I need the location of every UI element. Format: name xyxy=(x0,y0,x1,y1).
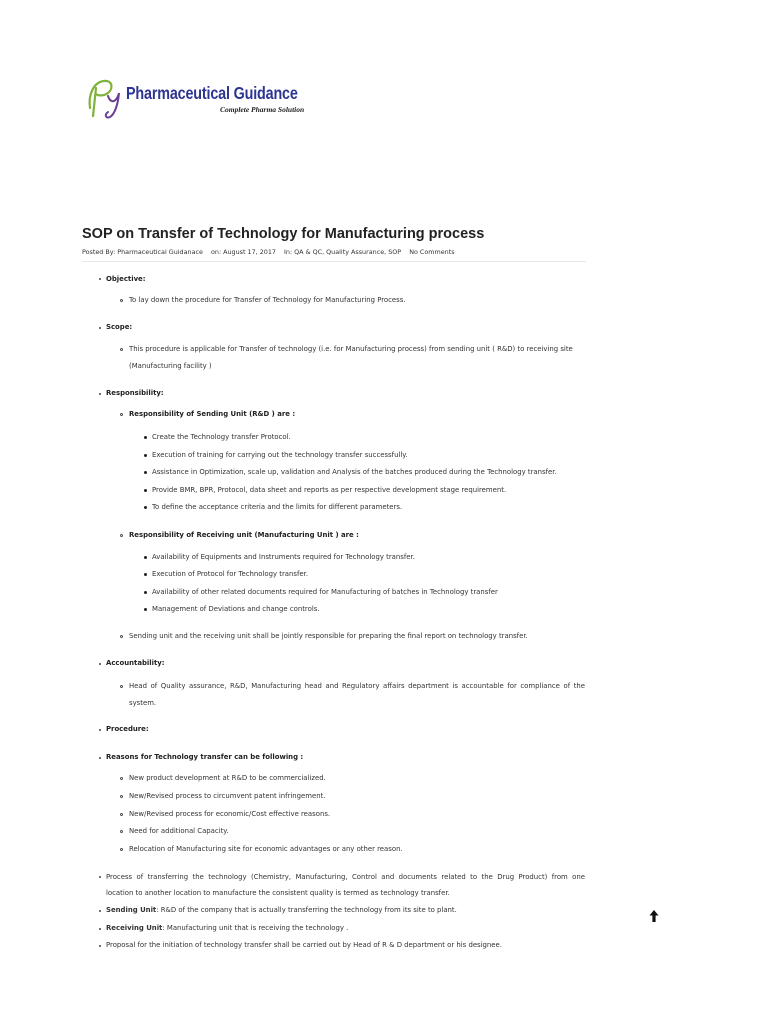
accountability-text-line1: Head of Quality assurance, R&D, Manufacturing head and Regulatory affairs department is accountable for compliance of the xyxy=(129,682,585,690)
proposal-text: Proposal for the initiation of technology transfer shall be carried out by Head of R & D department or his designee. xyxy=(106,941,502,949)
bullet-circle xyxy=(120,848,123,851)
bullet-circle xyxy=(120,813,123,816)
bullet-disc xyxy=(144,506,147,509)
bullet-circle xyxy=(120,348,123,351)
bullet-disc xyxy=(144,454,147,457)
bullet-circle xyxy=(120,777,123,780)
sending-unit-term: Sending Unit xyxy=(106,906,157,914)
bullet-circle xyxy=(120,413,123,416)
bullet-circle xyxy=(120,534,123,537)
scope-text-line1: This procedure is applicable for Transfer of technology (i.e. for Manufacturing process) from sending unit ( R&D) to receiving site xyxy=(129,345,573,353)
bullet-dot xyxy=(99,928,101,930)
bullet-dot xyxy=(99,663,101,665)
sending-unit-text: : R&D of the company that is actually transferring the technology from its site to plant. xyxy=(156,906,457,914)
post-categories[interactable]: In: QA & QC, Quality Assurance, SOP xyxy=(284,248,402,256)
list-item: Execution of Protocol for Technology transfer. xyxy=(152,570,309,578)
process-text-line2: location to another location to manufacture the consistent quality is termed as technology transfer. xyxy=(106,889,450,897)
joint-responsibility-text: Sending unit and the receiving unit shall be jointly responsible for preparing the final report on technology transfer. xyxy=(129,632,528,640)
scope-text-line2: (Manufacturing facility ) xyxy=(129,362,212,370)
list-item: Assistance in Optimization, scale up, validation and Analysis of the batches produced during the Technology transfer. xyxy=(152,468,557,476)
list-item: New/Revised process for economic/Cost effective reasons. xyxy=(129,810,331,818)
list-item: Relocation of Manufacturing site for economic advantages or any other reason. xyxy=(129,845,403,853)
list-item: Create the Technology transfer Protocol. xyxy=(152,433,291,441)
post-comments-link[interactable]: No Comments xyxy=(409,248,455,256)
receiving-unit-definition xyxy=(106,924,348,933)
list-item: Availability of other related documents required for Manufacturing of batches in Technology transfer xyxy=(152,588,498,596)
list-item: Provide BMR, BPR, Protocol, data sheet and reports as per respective development stage requirement. xyxy=(152,486,507,494)
process-text-line1: Process of transferring the technology (Chemistry, Manufacturing, Control and documents related to the Drug Product) from one xyxy=(106,873,585,881)
reasons-label: Reasons for Technology transfer can be following : xyxy=(106,753,304,761)
accountability-text-line2: system. xyxy=(129,699,157,707)
list-item: Execution of training for carrying out the technology transfer successfully. xyxy=(152,451,408,459)
post-date: on: August 17, 2017 xyxy=(210,248,276,256)
bullet-disc xyxy=(144,489,147,492)
bullet-circle xyxy=(120,795,123,798)
bullet-dot xyxy=(99,910,101,912)
bullet-disc xyxy=(144,608,147,611)
list-item: Management of Deviations and change controls. xyxy=(152,605,320,613)
objective-text: To lay down the procedure for Transfer of Technology for Manufacturing Process. xyxy=(129,296,406,304)
bullet-circle xyxy=(120,635,123,638)
objective-label: Objective: xyxy=(106,275,146,283)
bullet-disc xyxy=(144,471,147,474)
arrow-up-icon[interactable] xyxy=(649,909,659,923)
sending-unit-definition xyxy=(106,906,457,915)
list-item: Need for additional Capacity. xyxy=(129,827,229,835)
bullet-disc xyxy=(144,573,147,576)
bullet-dot xyxy=(99,729,101,731)
bullet-dot xyxy=(99,945,101,947)
bullet-dot xyxy=(99,278,101,280)
bullet-disc xyxy=(144,556,147,559)
procedure-label: Procedure: xyxy=(106,725,149,733)
post-title[interactable]: SOP on Transfer of Technology for Manufacturing process xyxy=(82,226,485,242)
responsibility-label: Responsibility: xyxy=(106,389,164,397)
logo-title: Pharmaceutical Guidance xyxy=(126,83,298,103)
bullet-circle xyxy=(120,299,123,302)
bullet-dot xyxy=(99,876,101,878)
scope-label: Scope: xyxy=(106,323,133,331)
receiving-unit-heading: Responsibility of Receiving unit (Manufacturing Unit ) are : xyxy=(129,531,359,539)
sending-unit-heading: Responsibility of Sending Unit (R&D ) are : xyxy=(129,410,296,418)
bullet-circle xyxy=(120,685,123,688)
bullet-circle xyxy=(120,830,123,833)
list-item: New/Revised process to circumvent patent infringement. xyxy=(129,792,326,800)
bullet-disc xyxy=(144,436,147,439)
bullet-disc xyxy=(144,591,147,594)
post-author[interactable]: Posted By: Pharmaceutical Guidanace xyxy=(82,248,203,256)
receiving-unit-text: : Manufacturing unit that is receiving the technology . xyxy=(162,924,349,932)
bullet-dot xyxy=(99,757,101,759)
accountability-label: Accountability: xyxy=(106,659,165,667)
list-item: To define the acceptance criteria and the limits for different parameters. xyxy=(152,503,403,511)
bullet-dot xyxy=(99,327,101,329)
receiving-unit-term: Receiving Unit xyxy=(106,924,163,932)
bullet-dot xyxy=(99,393,101,395)
list-item: New product development at R&D to be commercialized. xyxy=(129,774,326,782)
logo-tagline: Complete Pharma Solution xyxy=(220,105,305,114)
list-item: Availability of Equipments and Instruments required for Technology transfer. xyxy=(152,553,415,561)
